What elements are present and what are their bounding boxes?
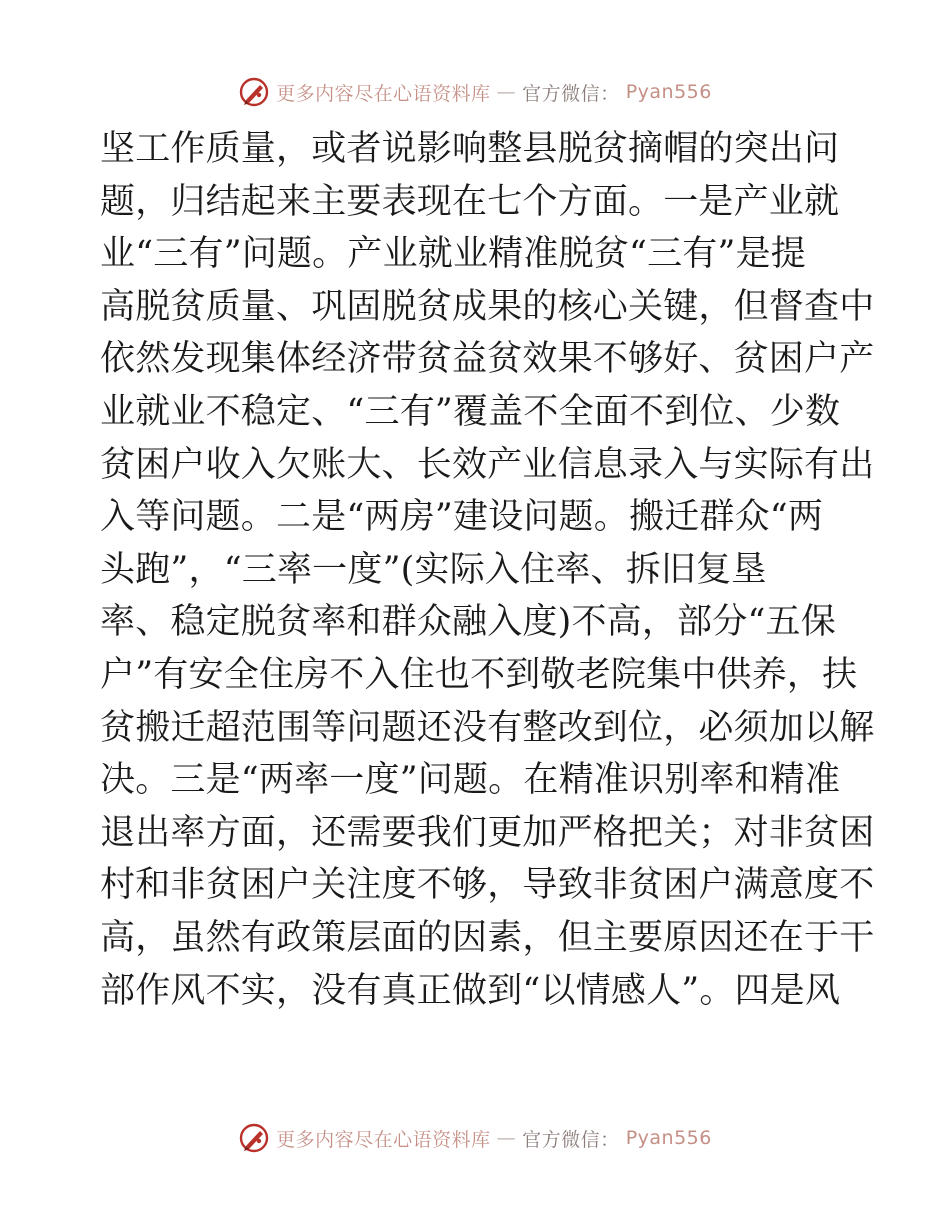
text-line: 贫搬迁超范围等问题还没有整改到位，必须加以解 — [100, 707, 875, 748]
text-line: 部作风不实，没有真正做到“以情感人”。四是风 — [100, 970, 841, 1011]
text-line: 贫困户收入欠账大、长效产业信息录入与实际有出 — [100, 444, 875, 485]
text-line: 坚工作质量，或者说影响整县脱贫摘帽的突出问 — [100, 129, 840, 169]
watermark-wechat-label: 官方微信： — [522, 1128, 620, 1151]
text-line: 户”有安全住房不入住也不到敬老院集中供养，扶 — [100, 654, 858, 695]
text-line: 入等问题。二是“两房”建设问题。搬迁群众“两 — [100, 497, 824, 538]
text-line: 高，虽然有政策层面的因素，但主要原因还在于干 — [100, 917, 875, 958]
watermark-wechat-label: 官方微信： — [522, 82, 620, 105]
document-body — [100, 123, 875, 1017]
pen-logo-icon — [238, 76, 270, 108]
text-line: 高脱贫质量、巩固脱贫成果的核心关键，但督查中 — [100, 286, 875, 327]
text-line: 业“三有”问题。产业就业精准脱贫“三有”是提 — [100, 234, 806, 275]
watermark-wechat-id: Pyan556 — [625, 1127, 712, 1149]
watermark-dash: — — [496, 81, 517, 103]
watermark-main-text: 更多内容尽在心语资料库 — [276, 82, 491, 105]
text-line: 村和非贫困户关注度不够，导致非贫困户满意度不 — [100, 865, 875, 906]
text-line: 率、稳定脱贫率和群众融入度)不高，部分“五保 — [100, 602, 836, 643]
text-line: 退出率方面，还需要我们更加严格把关；对非贫困 — [100, 812, 875, 853]
watermark-dash: — — [496, 1127, 517, 1149]
text-line: 业就业不稳定、“三有”覆盖不全面不到位、少数 — [100, 391, 841, 432]
watermark-wechat-id: Pyan556 — [625, 81, 712, 103]
pen-logo-icon — [238, 1122, 270, 1154]
watermark-main-text: 更多内容尽在心语资料库 — [276, 1128, 491, 1151]
text-line: 题，归结起来主要表现在七个方面。一是产业就 — [100, 181, 840, 222]
header-watermark — [0, 72, 950, 112]
text-line: 头跑”，“三率一度”(实际入住率、拆旧复垦 — [100, 549, 767, 590]
text-line: 依然发现集体经济带贫益贫效果不够好、贫困户产 — [100, 339, 875, 380]
footer-watermark — [0, 1118, 950, 1158]
text-line: 决。三是“两率一度”问题。在精准识别率和精准 — [100, 760, 841, 801]
